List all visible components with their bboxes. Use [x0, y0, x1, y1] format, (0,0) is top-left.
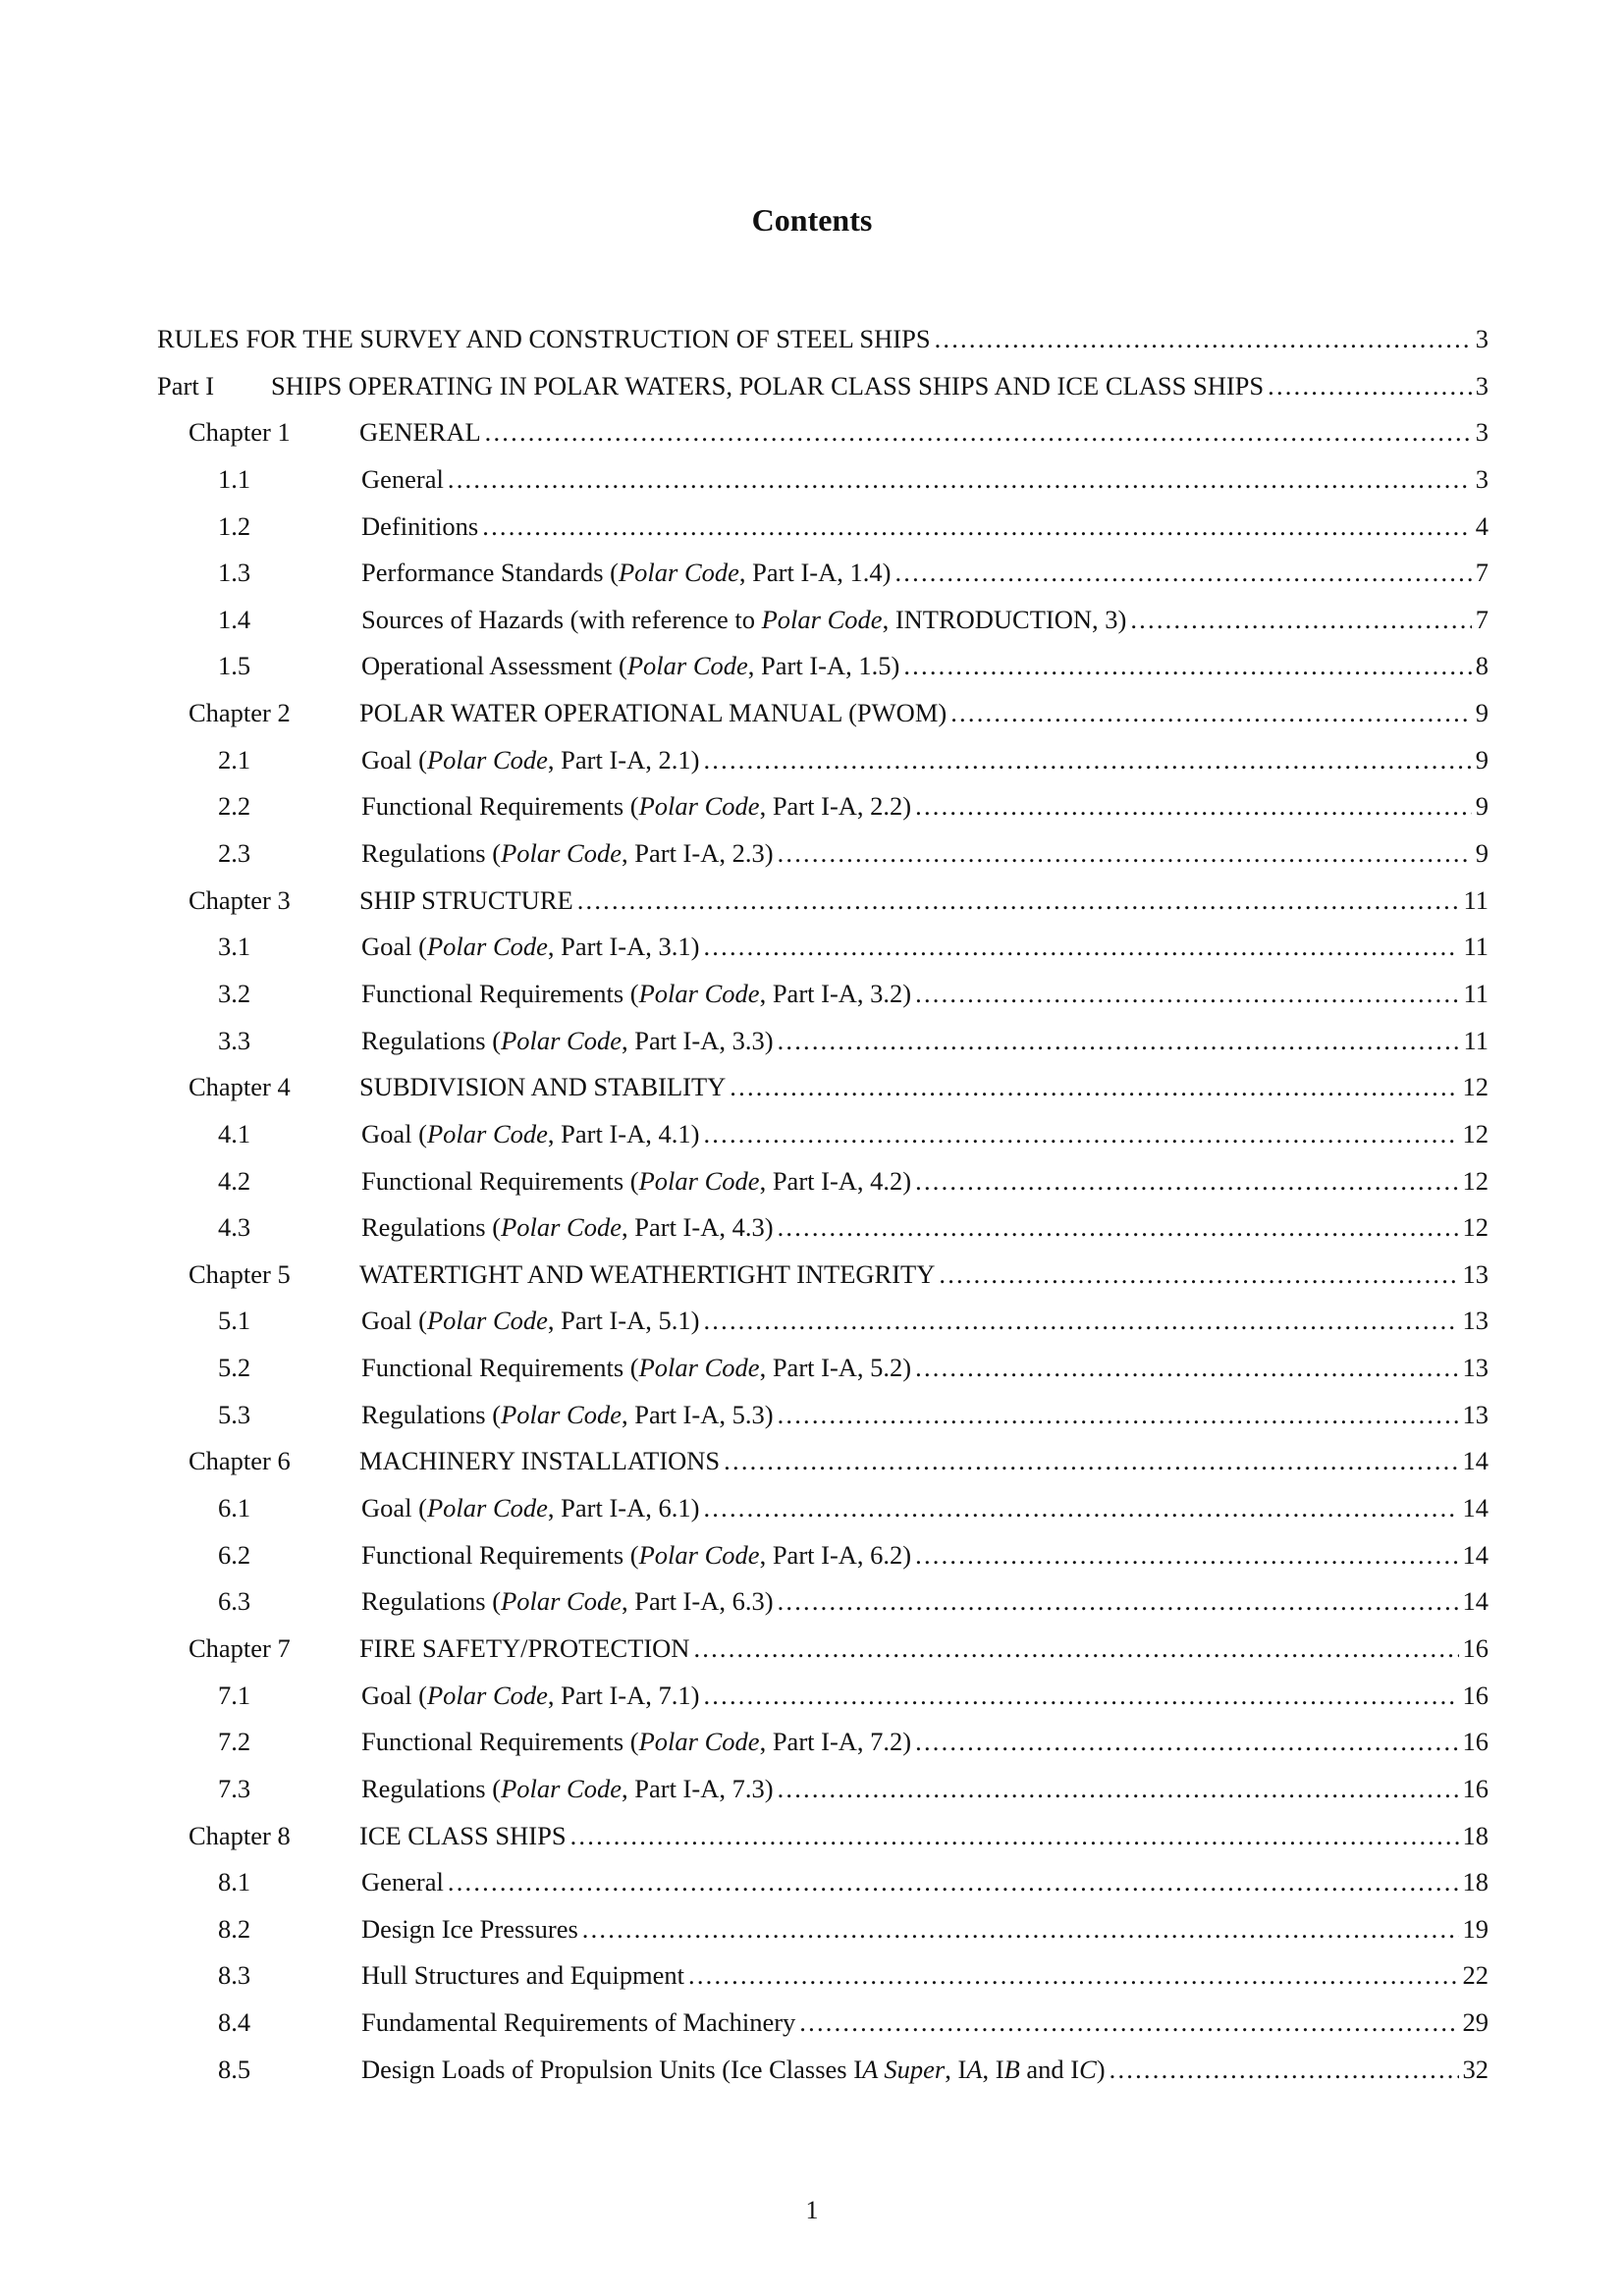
toc-entry[interactable] — [157, 1064, 1489, 1111]
toc-entry[interactable] — [157, 504, 1489, 551]
toc-entry[interactable] — [157, 878, 1489, 925]
dot-leader — [778, 1578, 1459, 1626]
toc-entry-page: 12 — [1462, 1118, 1489, 1148]
toc-entry[interactable] — [157, 1532, 1489, 1579]
toc-entry[interactable] — [157, 456, 1489, 504]
toc-entry[interactable] — [157, 550, 1489, 597]
dot-leader — [935, 316, 1472, 363]
dot-leader — [582, 1906, 1459, 1953]
toc-entry-title: Goal (Polar Code, Part I-A, 7.1) — [361, 1680, 700, 1710]
toc-entry[interactable] — [157, 1252, 1489, 1299]
toc-entry[interactable] — [157, 1766, 1489, 1813]
dot-leader — [577, 878, 1460, 925]
dot-leader — [703, 924, 1459, 971]
toc-entry-page: 12 — [1462, 1165, 1489, 1196]
toc-entry-page: 13 — [1462, 1399, 1489, 1429]
toc-entry-page: 12 — [1462, 1212, 1489, 1243]
toc-entry[interactable] — [157, 1018, 1489, 1065]
dot-leader — [703, 1673, 1458, 1720]
toc-entry-number: 8.4 — [218, 2007, 251, 2038]
toc-entry-number: Chapter 3 — [189, 884, 291, 915]
dot-leader — [1130, 597, 1471, 644]
toc-entry-number: Chapter 8 — [189, 1820, 291, 1850]
toc-entry-page: 32 — [1462, 2054, 1489, 2084]
toc-entry-number: 3.1 — [218, 932, 251, 962]
toc-entry-number: 2.1 — [218, 744, 251, 774]
toc-entry-title: Goal (Polar Code, Part I-A, 3.1) — [361, 932, 700, 962]
toc-entry-number: 1.1 — [218, 463, 251, 494]
toc-entry[interactable] — [157, 1673, 1489, 1720]
toc-entry-title: Regulations (Polar Code, Part I-A, 3.3) — [361, 1025, 774, 1055]
toc-entry-number: 2.2 — [218, 791, 251, 822]
toc-entry-page: 22 — [1462, 1960, 1489, 1991]
toc-entry-title: Regulations (Polar Code, Part I-A, 6.3) — [361, 1586, 774, 1617]
toc-entry[interactable] — [157, 1952, 1489, 2000]
dot-leader — [482, 504, 1472, 551]
toc-entry-number: 8.3 — [218, 1960, 251, 1991]
toc-entry-title: Performance Standards (Polar Code, Part I-A, 1.4) — [361, 558, 892, 588]
toc-entry-title: Design Ice Pressures — [361, 1913, 578, 1944]
toc-entry-title: Regulations (Polar Code, Part I-A, 4.3) — [361, 1212, 774, 1243]
toc-entry-title: SUBDIVISION AND STABILITY — [359, 1072, 727, 1102]
toc-entry-page: 9 — [1475, 744, 1489, 774]
toc-entry-title: Functional Requirements (Polar Code, Part I-A, 4.2) — [361, 1165, 912, 1196]
toc-entry[interactable] — [157, 830, 1489, 878]
toc-entry-title: Functional Requirements (Polar Code, Part I-A, 3.2) — [361, 978, 912, 1008]
toc-entry-title: Sources of Hazards (with reference to Polar Code, INTRODUCTION, 3) — [361, 604, 1127, 634]
toc-entry-number: 6.2 — [218, 1539, 251, 1570]
toc-entry[interactable] — [157, 316, 1489, 363]
toc-entry-page: 18 — [1462, 1867, 1489, 1897]
toc-entry-page: 18 — [1462, 1820, 1489, 1850]
toc-entry-number: 1.3 — [218, 558, 251, 588]
toc-entry-title: ICE CLASS SHIPS — [359, 1820, 567, 1850]
toc-entry-number: 1.4 — [218, 604, 251, 634]
dot-leader — [915, 1532, 1458, 1579]
toc-entry-page: 11 — [1463, 1025, 1489, 1055]
toc-entry-number: 7.1 — [218, 1680, 251, 1710]
dot-leader — [915, 1719, 1458, 1766]
toc-entry-number: 5.2 — [218, 1353, 251, 1383]
toc-entry-title: Functional Requirements (Polar Code, Part I-A, 5.2) — [361, 1353, 912, 1383]
toc-entry-number: Chapter 5 — [189, 1258, 291, 1289]
toc-entry[interactable] — [157, 924, 1489, 971]
toc-entry-title: Definitions — [361, 510, 479, 541]
toc-entry-page: 7 — [1475, 558, 1489, 588]
toc-entry-number: 8.2 — [218, 1913, 251, 1944]
toc-entry-number: 8.5 — [218, 2054, 251, 2084]
dot-leader — [703, 1111, 1458, 1158]
dot-leader — [570, 1813, 1459, 1860]
toc-entry-number: Chapter 4 — [189, 1072, 291, 1102]
toc-entry[interactable] — [157, 690, 1489, 737]
toc-entry-title: General — [361, 1867, 444, 1897]
toc-entry[interactable] — [157, 1298, 1489, 1345]
toc-entry-page: 3 — [1475, 417, 1489, 448]
toc-entry-page: 16 — [1462, 1680, 1489, 1710]
toc-entry-page: 7 — [1475, 604, 1489, 634]
toc-entry-page: 13 — [1462, 1306, 1489, 1336]
toc-entry[interactable] — [157, 783, 1489, 830]
toc-entry[interactable] — [157, 643, 1489, 690]
toc-entry-page: 9 — [1475, 791, 1489, 822]
dot-leader — [778, 1204, 1459, 1252]
dot-leader — [693, 1626, 1458, 1673]
toc-entry-number: Chapter 6 — [189, 1446, 291, 1476]
dot-leader — [778, 1766, 1459, 1813]
toc-entry-page: 8 — [1475, 651, 1489, 681]
toc-entry-title: Goal (Polar Code, Part I-A, 2.1) — [361, 744, 700, 774]
toc-entry-title: Functional Requirements (Polar Code, Part I-A, 6.2) — [361, 1539, 912, 1570]
toc-entry-title: Goal (Polar Code, Part I-A, 5.1) — [361, 1306, 700, 1336]
dot-leader — [915, 783, 1472, 830]
toc-entry[interactable] — [157, 1578, 1489, 1626]
dot-leader — [939, 1252, 1458, 1299]
toc-entry-page: 14 — [1462, 1493, 1489, 1523]
toc-entry-title: SHIP STRUCTURE — [359, 884, 573, 915]
dot-leader — [485, 409, 1472, 456]
toc-entry-title: Fundamental Requirements of Machinery — [361, 2007, 796, 2038]
toc-entry[interactable] — [157, 1626, 1489, 1673]
toc-entry-number: 3.2 — [218, 978, 251, 1008]
dot-leader — [448, 1859, 1459, 1906]
table-of-contents — [157, 316, 1489, 2093]
toc-entry-title: Regulations (Polar Code, Part I-A, 2.3) — [361, 838, 774, 869]
toc-entry-title: SHIPS OPERATING IN POLAR WATERS, POLAR CLASS SHIPS AND ICE CLASS SHIPS — [271, 370, 1265, 400]
toc-entry-page: 4 — [1475, 510, 1489, 541]
toc-entry-title: Design Loads of Propulsion Units (Ice Classes IA Super, IA, IB and IC) — [361, 2054, 1106, 2084]
toc-entry-title: Functional Requirements (Polar Code, Part I-A, 2.2) — [361, 791, 912, 822]
toc-entry-number: 6.3 — [218, 1586, 251, 1617]
toc-entry-title: Goal (Polar Code, Part I-A, 6.1) — [361, 1493, 700, 1523]
toc-entry-page: 9 — [1475, 838, 1489, 869]
toc-entry-number: 2.3 — [218, 838, 251, 869]
toc-entry-page: 16 — [1462, 1773, 1489, 1803]
dot-leader — [1110, 2047, 1459, 2094]
toc-entry[interactable] — [157, 1485, 1489, 1532]
toc-entry-number: 7.2 — [218, 1727, 251, 1757]
dot-leader — [1268, 363, 1472, 410]
toc-entry-number: 3.3 — [218, 1025, 251, 1055]
toc-entry-page: 14 — [1462, 1586, 1489, 1617]
toc-entry-title: General — [361, 463, 444, 494]
toc-entry-number: 1.5 — [218, 651, 251, 681]
dot-leader — [950, 690, 1472, 737]
toc-entry-number: Chapter 2 — [189, 698, 291, 728]
toc-entry-page: 9 — [1475, 698, 1489, 728]
toc-entry[interactable] — [157, 971, 1489, 1018]
dot-leader — [724, 1438, 1458, 1485]
toc-entry-page: 13 — [1462, 1353, 1489, 1383]
dot-leader — [915, 971, 1459, 1018]
toc-entry-page: 13 — [1462, 1258, 1489, 1289]
toc-entry-page: 3 — [1475, 463, 1489, 494]
dot-leader — [448, 456, 1472, 504]
toc-entry-title: WATERTIGHT AND WEATHERTIGHT INTEGRITY — [359, 1258, 936, 1289]
toc-entry-page: 19 — [1462, 1913, 1489, 1944]
toc-entry-page: 3 — [1475, 370, 1489, 400]
toc-entry[interactable] — [157, 363, 1489, 410]
dot-leader — [894, 550, 1471, 597]
toc-entry-title: Goal (Polar Code, Part I-A, 4.1) — [361, 1118, 700, 1148]
dot-leader — [688, 1952, 1459, 2000]
toc-entry-number: 7.3 — [218, 1773, 251, 1803]
toc-entry-page: 16 — [1462, 1632, 1489, 1663]
toc-entry-title: POLAR WATER OPERATIONAL MANUAL (PWOM) — [359, 698, 947, 728]
dot-leader — [703, 1485, 1458, 1532]
toc-entry-title: MACHINERY INSTALLATIONS — [359, 1446, 721, 1476]
toc-entry[interactable] — [157, 1719, 1489, 1766]
dot-leader — [778, 830, 1472, 878]
dot-leader — [799, 2000, 1458, 2047]
toc-entry[interactable] — [157, 1813, 1489, 1860]
toc-entry-page: 11 — [1463, 978, 1489, 1008]
dot-leader — [703, 1298, 1458, 1345]
toc-entry[interactable] — [157, 1204, 1489, 1252]
toc-entry-number: 5.1 — [218, 1306, 251, 1336]
toc-entry-number: 5.3 — [218, 1399, 251, 1429]
dot-leader — [915, 1158, 1458, 1205]
toc-entry-number: 4.3 — [218, 1212, 251, 1243]
toc-entry[interactable] — [157, 1392, 1489, 1439]
toc-entry[interactable] — [157, 1111, 1489, 1158]
toc-entry-title: Regulations (Polar Code, Part I-A, 7.3) — [361, 1773, 774, 1803]
toc-entry-title: Operational Assessment (Polar Code, Part I-A, 1.5) — [361, 651, 900, 681]
dot-leader — [915, 1345, 1458, 1392]
toc-entry[interactable] — [157, 2047, 1489, 2094]
page-number: 1 — [805, 2196, 819, 2224]
dot-leader — [703, 737, 1471, 784]
toc-entry-title: RULES FOR THE SURVEY AND CONSTRUCTION OF STEEL SHIPS — [157, 324, 931, 353]
toc-entry[interactable] — [157, 1438, 1489, 1485]
toc-entry[interactable] — [157, 737, 1489, 784]
dot-leader — [778, 1018, 1460, 1065]
toc-entry-page: 16 — [1462, 1727, 1489, 1757]
toc-entry-number: Chapter 7 — [189, 1632, 291, 1663]
toc-entry-title: FIRE SAFETY/PROTECTION — [359, 1632, 690, 1663]
toc-entry-number: Part I — [157, 370, 215, 400]
toc-entry-number: 4.1 — [218, 1118, 251, 1148]
dot-leader — [778, 1392, 1459, 1439]
toc-entry-number: 1.2 — [218, 510, 251, 541]
toc-entry[interactable] — [157, 409, 1489, 456]
toc-entry-title: Hull Structures and Equipment — [361, 1960, 684, 1991]
toc-entry[interactable] — [157, 1906, 1489, 1953]
toc-entry-page: 11 — [1463, 884, 1489, 915]
dot-leader — [730, 1064, 1458, 1111]
toc-entry-page: 14 — [1462, 1539, 1489, 1570]
toc-entry-title: Regulations (Polar Code, Part I-A, 5.3) — [361, 1399, 774, 1429]
toc-entry[interactable] — [157, 597, 1489, 644]
toc-entry-number: 6.1 — [218, 1493, 251, 1523]
toc-entry-page: 14 — [1462, 1446, 1489, 1476]
toc-entry[interactable] — [157, 1859, 1489, 1906]
toc-entry-page: 11 — [1463, 932, 1489, 962]
toc-entry[interactable] — [157, 2000, 1489, 2047]
dot-leader — [903, 643, 1471, 690]
toc-entry-page: 29 — [1462, 2007, 1489, 2038]
toc-entry[interactable] — [157, 1345, 1489, 1392]
toc-entry-title: GENERAL — [359, 417, 481, 448]
toc-entry-number: 8.1 — [218, 1867, 251, 1897]
page-title: Contents — [751, 202, 873, 238]
toc-entry-number: 4.2 — [218, 1165, 251, 1196]
toc-entry-page: 12 — [1462, 1072, 1489, 1102]
toc-entry-page: 3 — [1475, 324, 1489, 353]
toc-entry-title: Functional Requirements (Polar Code, Part I-A, 7.2) — [361, 1727, 912, 1757]
toc-entry[interactable] — [157, 1158, 1489, 1205]
toc-entry-number: Chapter 1 — [189, 417, 291, 448]
